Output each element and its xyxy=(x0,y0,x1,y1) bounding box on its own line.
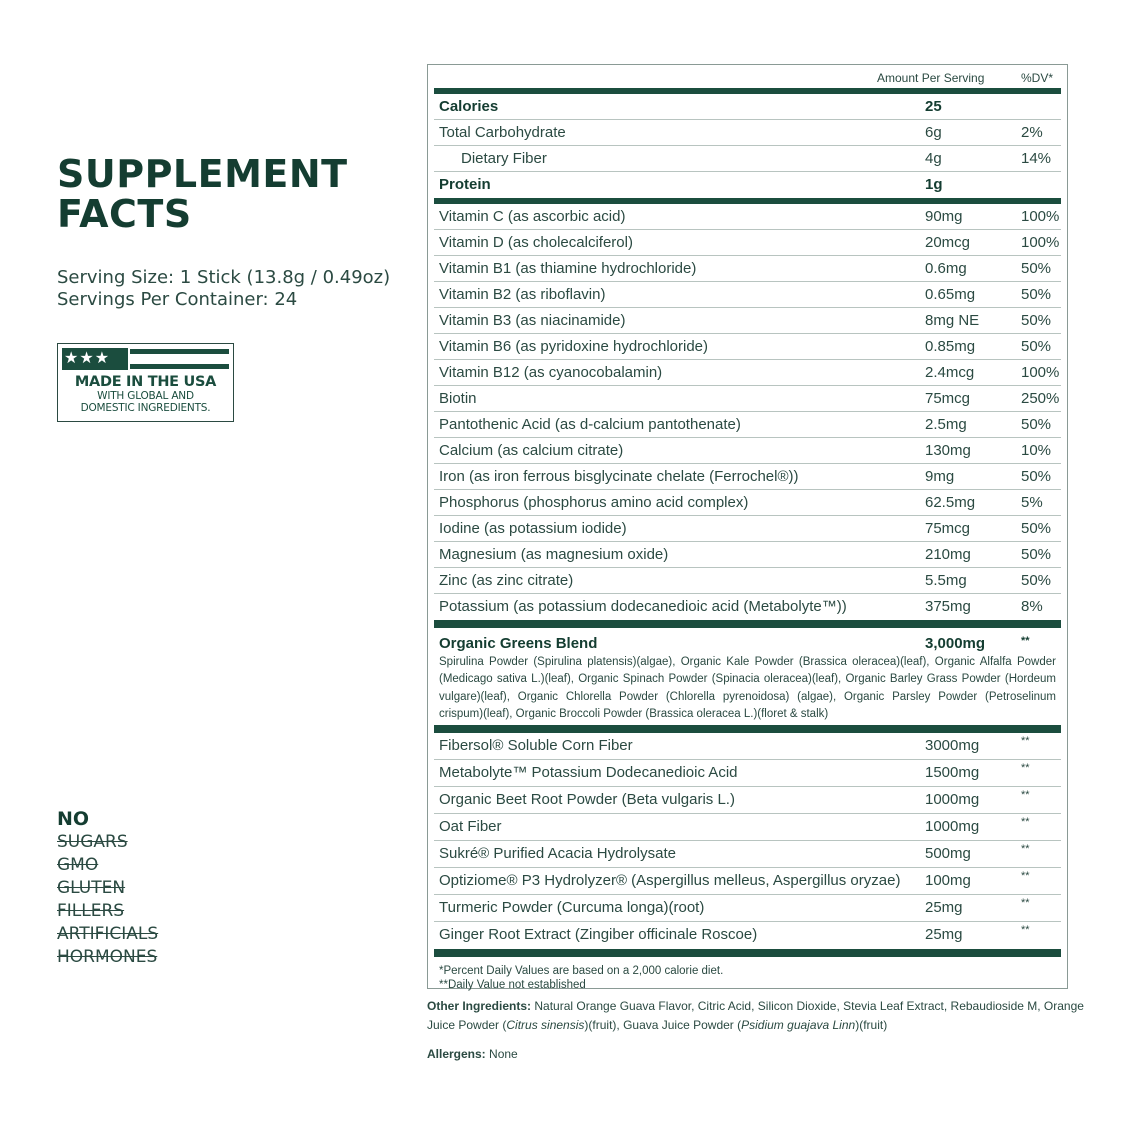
other-ingredients-list xyxy=(434,733,1061,949)
stars-icon: ★★★ xyxy=(62,348,128,370)
cell-amount: 0.65mg xyxy=(925,286,976,303)
no-item: FILLERS xyxy=(57,901,125,921)
cell-name: Vitamin B3 (as niacinamide) xyxy=(439,312,626,329)
cell-dv: ** xyxy=(1021,870,1030,882)
cell-dv: ** xyxy=(1021,762,1030,774)
serving-info xyxy=(57,267,390,311)
blend-name: Organic Greens Blend xyxy=(439,635,598,652)
cell-dv: ** xyxy=(1021,897,1030,909)
cell-amount: 3000mg xyxy=(925,737,980,754)
cell-dv: 50% xyxy=(1021,338,1052,355)
cell-dv: 50% xyxy=(1021,260,1052,277)
cell-name: Iodine (as potassium iodide) xyxy=(439,520,627,537)
cell-name: Phosphorus (phosphorus amino acid complex) xyxy=(439,494,749,511)
table-row xyxy=(434,256,1061,282)
cell-amount: 90mg xyxy=(925,208,963,225)
cell-name: Optiziome® P3 Hydrolyzer® (Aspergillus melleus, Aspergillus oryzae) xyxy=(439,872,901,889)
cell-name: Vitamin B2 (as riboflavin) xyxy=(439,286,606,303)
cell-dv: ** xyxy=(1021,816,1030,828)
cell-dv: ** xyxy=(1021,924,1030,936)
cell-amount: 62.5mg xyxy=(925,494,976,511)
cell-name: Magnesium (as magnesium oxide) xyxy=(439,546,669,563)
serving-size: Serving Size: 1 Stick (13.8g / 0.49oz) xyxy=(57,267,391,288)
table-row-calories: Calories 25 xyxy=(434,94,1061,120)
no-item: ARTIFICIALS xyxy=(57,924,159,944)
cell-amount: 130mg xyxy=(925,442,971,459)
table-row xyxy=(434,360,1061,386)
cell-amount: 0.6mg xyxy=(925,260,967,277)
cell-dv: 10% xyxy=(1021,442,1052,459)
no-item: SUGARS xyxy=(57,832,128,852)
badge-subline-1: WITH GLOBAL AND xyxy=(97,390,194,402)
badge-headline: MADE IN THE USA xyxy=(74,374,217,390)
table-row xyxy=(434,516,1061,542)
servings-per-container: Servings Per Container: 24 xyxy=(57,289,298,310)
other-ingredients: Other Ingredients: Natural Orange Guava Flavor, Citric Acid, Silicon Dioxide, Stevia Leaf Extract, Rebaudioside M, Orange Juice Powder (Citrus sinensis)(fruit), Guava Juice Powder (Psidium guajava Linn)(fruit) xyxy=(427,999,1084,1032)
cell-amount: 210mg xyxy=(925,546,971,563)
cell-amount: 2.5mg xyxy=(925,416,967,433)
cell-amount: 1000mg xyxy=(925,818,980,835)
cell-name: Zinc (as zinc citrate) xyxy=(439,572,574,589)
table-row xyxy=(434,204,1061,230)
table-row xyxy=(434,282,1061,308)
table-row xyxy=(434,922,1061,949)
no-item: GLUTEN xyxy=(57,878,126,898)
table-row xyxy=(434,814,1061,841)
footnotes xyxy=(434,957,1061,992)
footnote-not-established: **Daily Value not established xyxy=(439,979,586,991)
cell-name: Sukré® Purified Acacia Hydrolysate xyxy=(439,845,676,862)
cell-amount: 5.5mg xyxy=(925,572,967,589)
table-row xyxy=(434,386,1061,412)
cell-dv: 50% xyxy=(1021,468,1052,485)
cell-dv: 100% xyxy=(1021,208,1060,225)
table-row: Total Carbohydrate 6g 2% xyxy=(434,120,1061,146)
cell-amount: 1000mg xyxy=(925,791,980,808)
cell-amount: 2.4mcg xyxy=(925,364,975,381)
table-row xyxy=(434,594,1061,620)
organic-greens-blend xyxy=(434,628,1061,725)
table-row xyxy=(434,308,1061,334)
table-row xyxy=(434,334,1061,360)
table-row xyxy=(434,568,1061,594)
made-in-usa-badge xyxy=(57,343,234,422)
cell-name: Pantothenic Acid (as d-calcium pantothenate) xyxy=(439,416,741,433)
cell-dv: 50% xyxy=(1021,312,1052,329)
table-row xyxy=(434,760,1061,787)
title-line-2: FACTS xyxy=(57,192,192,236)
cell-amount: 100mg xyxy=(925,872,971,889)
cell-dv: 50% xyxy=(1021,520,1052,537)
cell-name: Fibersol® Soluble Corn Fiber xyxy=(439,737,633,754)
table-row xyxy=(434,230,1061,256)
cell-name: Vitamin C (as ascorbic acid) xyxy=(439,208,626,225)
cell-name: Potassium (as potassium dodecanedioic acid (Metabolyte™)) xyxy=(439,598,847,615)
cell-amount: 20mcg xyxy=(925,234,971,251)
cell-amount: 75mcg xyxy=(925,390,971,407)
divider xyxy=(434,949,1061,957)
table-row xyxy=(434,841,1061,868)
no-item: HORMONES xyxy=(57,947,158,967)
cell-dv: 50% xyxy=(1021,546,1052,563)
cell-dv: ** xyxy=(1021,735,1030,747)
cell-dv: 8% xyxy=(1021,598,1043,615)
cell-dv: 100% xyxy=(1021,364,1060,381)
table-row xyxy=(434,733,1061,760)
cell-dv: ** xyxy=(1021,843,1030,855)
page-title xyxy=(57,154,348,234)
cell-name: Organic Beet Root Powder (Beta vulgaris L.) xyxy=(439,791,735,808)
cell-amount: 0.85mg xyxy=(925,338,976,355)
cell-name: Vitamin B6 (as pyridoxine hydrochloride) xyxy=(439,338,709,355)
cell-name: Calcium (as calcium citrate) xyxy=(439,442,624,459)
cell-dv: 50% xyxy=(1021,572,1052,589)
table-row: Dietary Fiber 4g 14% xyxy=(434,146,1061,172)
vitamins-list xyxy=(434,204,1061,620)
cell-amount: 8mg NE xyxy=(925,312,980,329)
cell-dv: 50% xyxy=(1021,416,1052,433)
cell-name: Turmeric Powder (Curcuma longa)(root) xyxy=(439,899,705,916)
cell-name: Vitamin D (as cholecalciferol) xyxy=(439,234,633,251)
cell-dv: 50% xyxy=(1021,286,1052,303)
table-row xyxy=(434,868,1061,895)
table-row xyxy=(434,412,1061,438)
supplement-facts-panel xyxy=(427,64,1068,989)
table-row xyxy=(434,787,1061,814)
cell-dv: 5% xyxy=(1021,494,1043,511)
cell-dv: 250% xyxy=(1021,390,1060,407)
blend-description: Spirulina Powder (Spirulina platensis)(algae), Organic Kale Powder (Brassica oleracea)(leaf), Organic Alfalfa Powder (Medicago sativa L.)(leaf), Organic Spinach Powder (Spinacia oleracea)(leaf), Organic Barley Grass Powder (Hordeum vulgare)(leaf), Organic Chlorella Powder (Chlorella pyrenoidosa) (algae), Organic Parsley Powder (Petroselinum crispum)(leaf), Organic Broccoli Powder (Brassica oleracea L.)(floret & stalk) xyxy=(439,656,1056,720)
cell-name: Biotin xyxy=(439,390,477,407)
no-heading: NO xyxy=(57,808,90,830)
divider xyxy=(434,620,1061,628)
flag-icon xyxy=(62,348,229,370)
no-list xyxy=(57,831,158,969)
amount-header: Amount Per Serving xyxy=(877,71,985,85)
table-row xyxy=(434,490,1061,516)
cell-amount: 500mg xyxy=(925,845,971,862)
table-row xyxy=(434,542,1061,568)
table-row xyxy=(434,464,1061,490)
table-row-protein: Protein 1g xyxy=(439,176,943,193)
cell-amount: 75mcg xyxy=(925,520,971,537)
cell-name: Oat Fiber xyxy=(439,818,502,835)
cell-name: Metabolyte™ Potassium Dodecanedioic Acid xyxy=(439,764,738,781)
cell-name: Vitamin B12 (as cyanocobalamin) xyxy=(439,364,663,381)
blend-dv: ** xyxy=(1021,635,1030,647)
blend-amount: 3,000mg xyxy=(925,635,986,652)
title-line-1: SUPPLEMENT xyxy=(57,152,348,196)
cell-amount: 9mg xyxy=(925,468,955,485)
divider xyxy=(434,725,1061,733)
table-header xyxy=(434,65,1061,88)
table-row xyxy=(434,438,1061,464)
cell-amount: 25mg xyxy=(925,926,963,943)
cell-amount: 1500mg xyxy=(925,764,980,781)
cell-amount: 375mg xyxy=(925,598,971,615)
dv-header: %DV* xyxy=(1021,71,1054,85)
cell-dv: 100% xyxy=(1021,234,1060,251)
table-row xyxy=(434,895,1061,922)
cell-dv: ** xyxy=(1021,789,1030,801)
allergens: Allergens: None xyxy=(427,1047,518,1061)
cell-amount: 25mg xyxy=(925,899,963,916)
cell-name: Iron (as iron ferrous bisglycinate chelate (Ferrochel®)) xyxy=(439,468,799,485)
cell-name: Ginger Root Extract (Zingiber officinale Roscoe) xyxy=(439,926,758,943)
cell-name: Vitamin B1 (as thiamine hydrochloride) xyxy=(439,260,697,277)
no-item: GMO xyxy=(57,855,99,875)
badge-subline-2: DOMESTIC INGREDIENTS. xyxy=(80,402,211,414)
footnote-dv: *Percent Daily Values are based on a 2,000 calorie diet. xyxy=(439,965,724,977)
